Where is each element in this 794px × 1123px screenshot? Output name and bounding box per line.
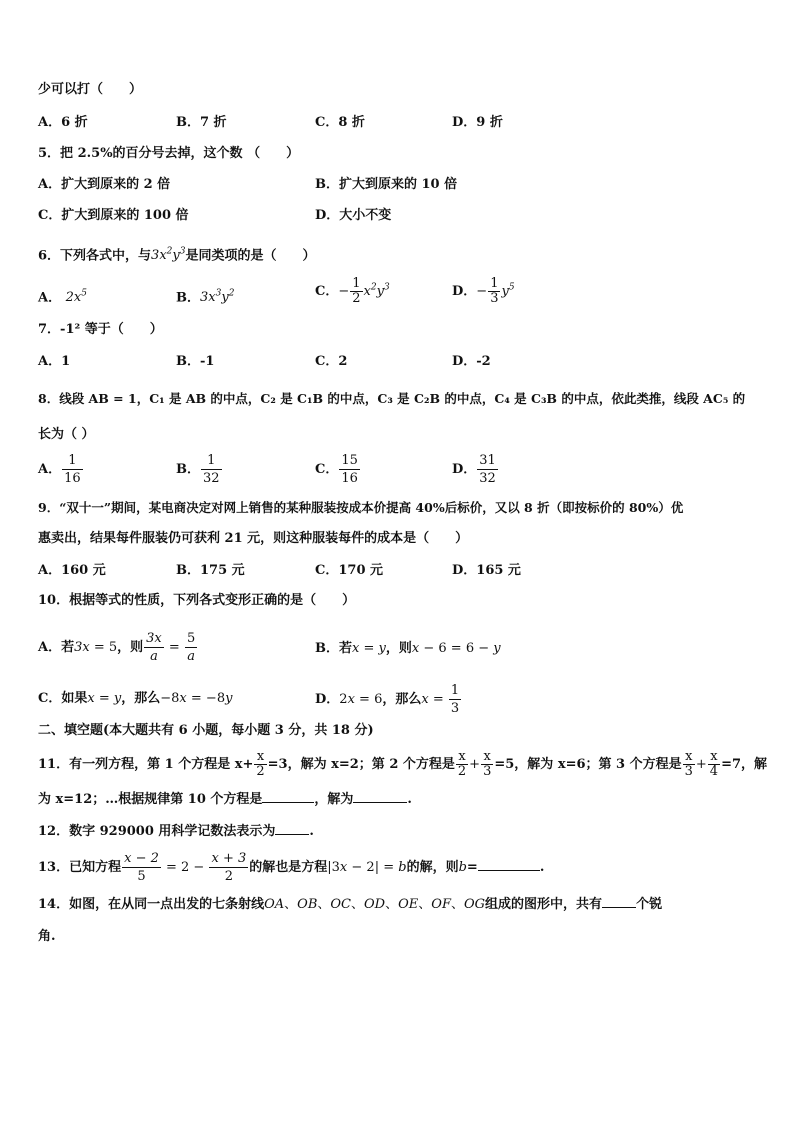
q6-stem: 6．下列各式中，与$3x^2y^3$是同类项的是（ ） xyxy=(38,247,316,264)
q5-option-a: A．扩大到原来的 2 倍 xyxy=(38,177,171,192)
q13-blank[interactable] xyxy=(478,858,540,871)
q10-stem: 10．根据等式的性质，下列各式变形正确的是（ ） xyxy=(38,593,356,608)
q8-option-d: D． $\frac{31}{32}$ xyxy=(452,453,496,486)
q6-option-a: A． $2x^5$ xyxy=(38,289,87,306)
q4-option-a: A．6 折 xyxy=(38,115,88,130)
q9-option-c: C．170 元 xyxy=(315,563,384,578)
q10-option-d: D．2x = 6，那么x = $\frac{1}{3}$ xyxy=(315,683,460,716)
section-heading-fill-in: 二、填空题(本大题共有 6 小题，每小题 3 分，共 18 分) xyxy=(38,723,374,738)
q7-option-b: B．-1 xyxy=(176,354,215,369)
q10-option-c: C．如果x = y，那么−8x = −8y xyxy=(38,691,233,706)
q4-option-d: D．9 折 xyxy=(452,115,503,130)
q7-option-a: A．1 xyxy=(38,354,71,369)
q9-option-a: A．160 元 xyxy=(38,563,106,578)
q4-stem-tail: 少可以打（ ） xyxy=(38,82,143,97)
q12-stem: 12．数字 929000 用科学记数法表示为 . xyxy=(38,824,314,839)
q14-stem-line1: 14．如图，在从同一点出发的七条射线OA、OB、OC、OD、OE、OF、OG组成的图形中，共有 个锐 xyxy=(38,897,663,912)
q4-option-c: C．8 折 xyxy=(315,115,365,130)
q5-option-d: D．大小不变 xyxy=(315,208,392,223)
q11-blank-equation[interactable] xyxy=(262,790,314,803)
q8-stem-line2: 长为（ ） xyxy=(38,427,95,442)
q6-option-b: B．$3x^3y^2$ xyxy=(176,289,235,306)
q5-option-b: B．扩大到原来的 10 倍 xyxy=(315,177,458,192)
q8-option-b: B． $\frac{1}{32}$ xyxy=(176,453,220,486)
q6-option-c: C．− $\frac{1}{2}$ $x^2y^3$ xyxy=(315,276,390,306)
q5-option-c: C．扩大到原来的 100 倍 xyxy=(38,208,189,223)
q7-option-d: D．-2 xyxy=(452,354,491,369)
q9-option-d: D．165 元 xyxy=(452,563,521,578)
q4-option-b: B．7 折 xyxy=(176,115,227,130)
q8-option-a: A． $\frac{1}{16}$ xyxy=(38,453,81,486)
q8-option-c: C． $\frac{15}{16}$ xyxy=(315,453,358,486)
q12-blank[interactable] xyxy=(275,822,309,835)
q11-blank-solution[interactable] xyxy=(353,790,407,803)
q9-option-b: B．175 元 xyxy=(176,563,245,578)
q11-stem-line2: 为 x=12；…根据规律第 10 个方程是 ，解为 . xyxy=(38,792,412,807)
q8-stem-line1: 8．线段 AB = 1，C₁ 是 AB 的中点，C₂ 是 C₁B 的中点，C₃ 是 C₂B 的中点，C₄ 是 C₃B 的中点，依此类推，线段 AC₅ 的 xyxy=(38,391,746,406)
q14-stem-line2: 角. xyxy=(38,929,56,944)
q5-stem: 5．把 2.5%的百分号去掉，这个数 （ ） xyxy=(38,146,300,161)
q7-option-c: C．2 xyxy=(315,354,348,369)
q14-blank[interactable] xyxy=(602,895,636,908)
q11-stem-line1: 11．有一列方程，第 1 个方程是 x+ $\frac{x}{2}$ =3，解为 x=2；第 2 个方程是 $\frac{x}{2}$ + $\frac{x}{3}$ =5，解为 x=6；第 3 个方程是 $\frac{x}{3}$ + $\frac{x}{4}$ =7，解 xyxy=(38,749,768,779)
q6-option-d: D．− $\frac{1}{3}$ $y^5$ xyxy=(452,276,515,306)
q10-option-a: A．若3x = 5，则 $\frac{3x}{a}$ = $\frac{5}{a}$ xyxy=(38,631,196,664)
q7-stem: 7．-1² 等于（ ） xyxy=(38,322,163,337)
q10-option-b: B．若x = y，则x − 6 = 6 − y xyxy=(315,641,501,656)
q9-stem-line1: 9．“双十一”期间，某电商决定对网上销售的某种服装按成本价提高 40%后标价，又以 8 折（即按标价的 80%）优 xyxy=(38,500,684,515)
q9-stem-line2: 惠卖出，结果每件服装仍可获利 21 元，则这种服装每件的成本是（ ） xyxy=(38,531,469,546)
q13-stem: 13．已知方程 $\frac{x - 2}{5}$ = 2 − $\frac{x + 3}{2}$ 的解也是方程|3x − 2| = b的解，则b= . xyxy=(38,851,545,884)
